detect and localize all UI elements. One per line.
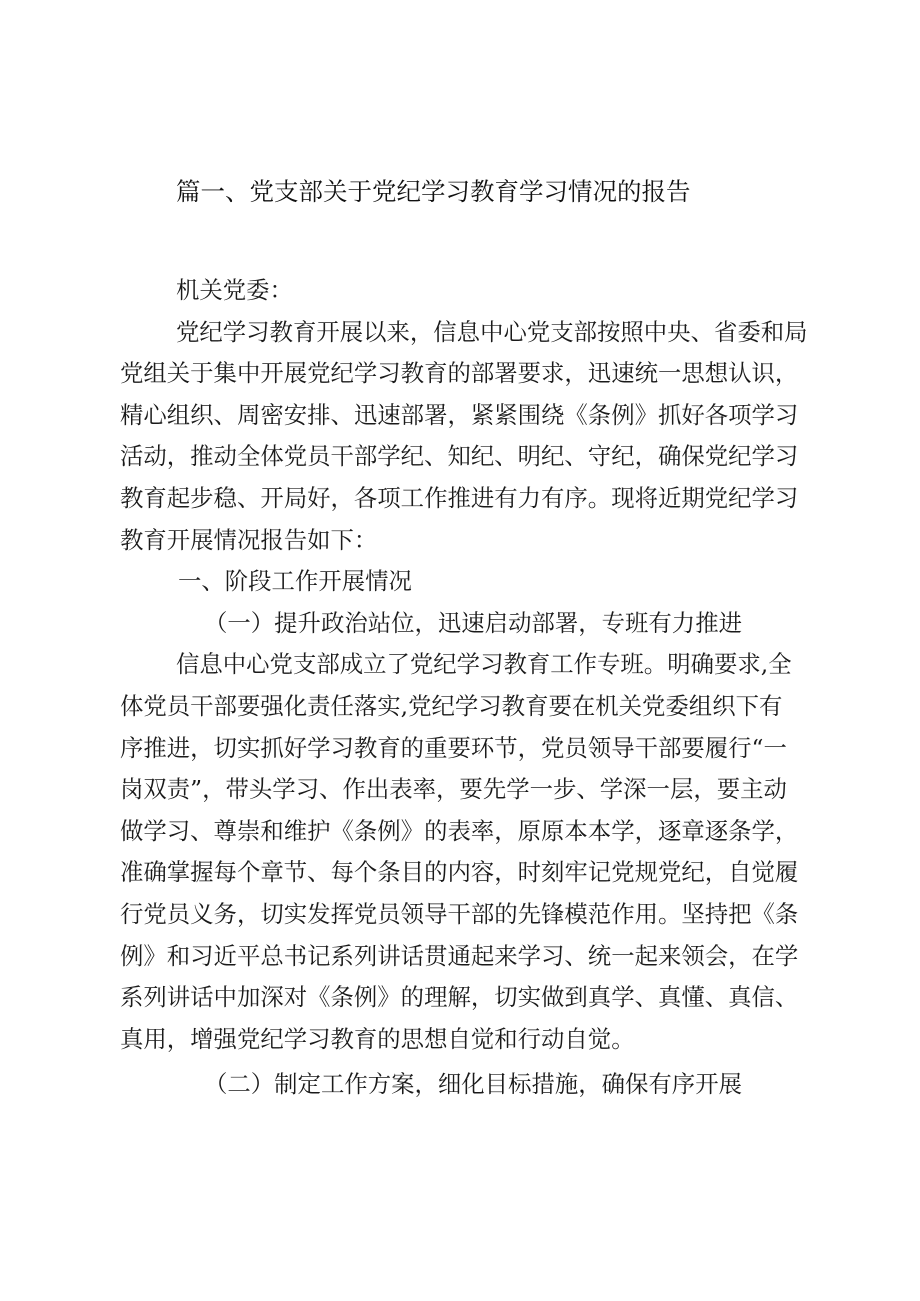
intro-paragraph	[120, 312, 808, 562]
paragraph-line: 真用，增强党纪学习教育的思想自觉和行动自觉。	[120, 1024, 635, 1053]
paragraph-line: 做学习、尊崇和维护《条例》的表率，原原本本学，逐章逐条学，	[120, 816, 799, 845]
section-heading: 一、阶段工作开展情况	[178, 567, 412, 596]
document-body	[120, 270, 808, 1106]
subsection-heading: （二）制定工作方案，细化目标措施，确保有序开展	[204, 1070, 742, 1099]
paragraph-line: 准确掌握每个章节、每个条目的内容，时刻牢记党规党纪，自觉履	[120, 858, 799, 887]
paragraph-line: 活动，推动全体党员干部学纪、知纪、明纪、守纪，确保党纪学习	[120, 442, 799, 471]
paragraph-line: 序推进，切实抓好学习教育的重要环节，党员领导干部要履行“一	[120, 733, 787, 762]
paragraph-line: 信息中心党支部成立了党纪学习教育工作专班。明确要求,全	[176, 650, 792, 679]
paragraph-line: 行党员义务，切实发挥党员领导干部的先锋模范作用。坚持把《条	[120, 899, 799, 928]
paragraph-line: 体党员干部要强化责任落实,党纪学习教育要在机关党委组织下有	[120, 691, 783, 720]
document-title: 篇一、党支部关于党纪学习教育学习情况的报告	[176, 177, 691, 206]
paragraph-line: 教育起步稳、开局好，各项工作推进有力有序。现将近期党纪学习	[120, 483, 799, 512]
paragraph-line: 精心组织、周密安排、迅速部署，紧紧围绕《条例》抓好各项学习	[120, 400, 799, 429]
paragraph-line: 例》和习近平总书记系列讲话贯通起来学习、统一起来领会，在学	[120, 941, 799, 970]
salutation: 机关党委：	[176, 276, 293, 304]
paragraph-line: 党组关于集中开展党纪学习教育的部署要求，迅速统一思想认识，	[120, 359, 799, 388]
paragraph-line: 教育开展情况报告如下：	[120, 525, 378, 554]
subsection-heading: （一）提升政治站位，迅速启动部署，专班有力推进	[204, 608, 742, 637]
subsection-paragraph	[120, 644, 800, 1060]
paragraph-line: 党纪学习教育开展以来，信息中心党支部按照中央、省委和局	[176, 317, 808, 346]
paragraph-line: 系列讲话中加深对《条例》的理解，切实做到真学、真懂、真信、	[120, 983, 799, 1012]
paragraph-line: 岗双责”，带头学习、作出表率，要先学一步、学深一层，要主动	[120, 775, 787, 804]
